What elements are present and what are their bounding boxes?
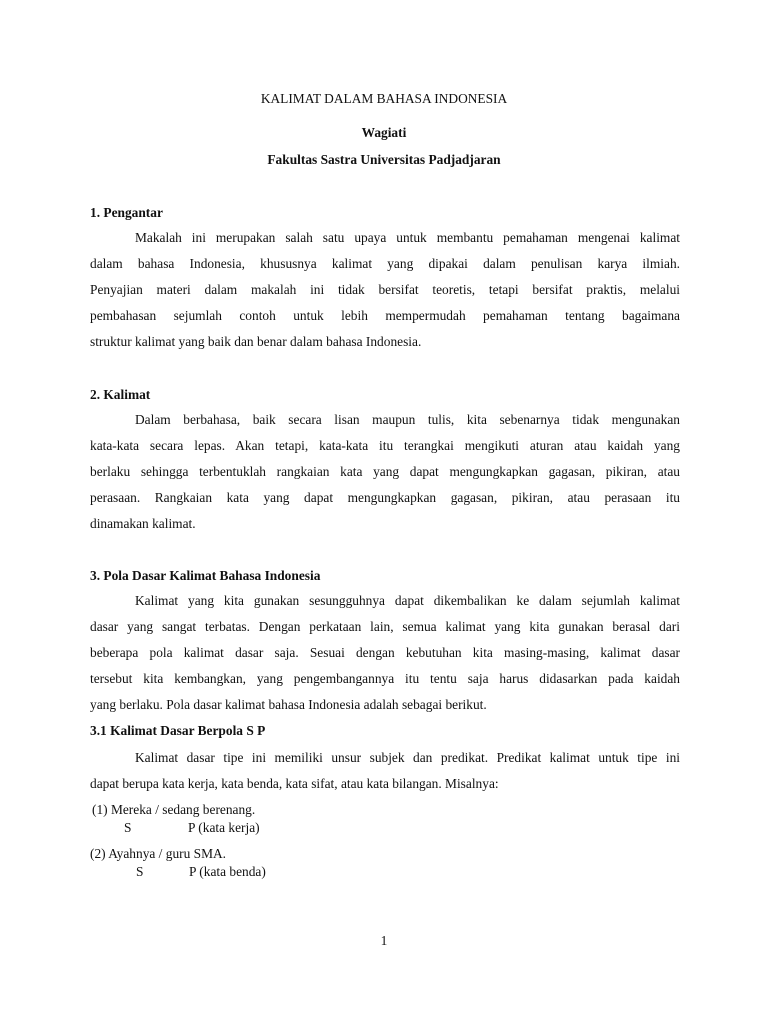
author-name: Wagiati [361, 125, 407, 140]
section-heading: 1. Pengantar [90, 205, 163, 220]
section-heading: 3. Pola Dasar Kalimat Bahasa Indonesia [90, 568, 321, 583]
example-sentence: (1) Mereka / sedang berenang. [92, 802, 256, 817]
paragraph-line: dinamakan kalimat. [90, 516, 196, 531]
paragraph-line: struktur kalimat yang baik dan benar dalam bahasa Indonesia. [90, 334, 422, 349]
example-sentence: (2) Ayahnya / guru SMA. [90, 846, 227, 861]
paragraph-line: Dalam berbahasa, baik secara lisan maupun tulis, kita sebenarnya tidak mengunakan [135, 412, 680, 427]
document-title: KALIMAT DALAM BAHASA INDONESIA [260, 91, 508, 106]
paragraph-line: dalam bahasa Indonesia, khususnya kalimat yang dipakai dalam penulisan karya ilmiah. [90, 256, 680, 271]
paragraph-line: beberapa pola kalimat dasar saja. Sesuai dengan kebutuhan kita masing-masing, kalimat dasar [90, 645, 680, 660]
example-predicate-label: P (kata benda) [189, 864, 266, 879]
paragraph-line: Penyajian materi dalam makalah ini tidak bersifat teoretis, tetapi bersifat praktis, melalui [90, 282, 680, 297]
paragraph-line: yang berlaku. Pola dasar kalimat bahasa Indonesia adalah sebagai berikut. [90, 697, 487, 712]
paragraph-line: tersebut kita kembangkan, yang pengembangannya itu tentu saja harus didasarkan pada kaidah [90, 671, 680, 686]
paragraph-line: Makalah ini merupakan salah satu upaya untuk membantu pemahaman mengenai kalimat [135, 230, 680, 245]
paragraph-line: kata-kata secara lepas. Akan tetapi, kata-kata itu terangkai mengikuti aturan atau kaidah yang [90, 438, 680, 453]
paragraph-line: pembahasan sejumlah contoh untuk lebih mempermudah pemahaman tentang bagaimana [90, 308, 680, 323]
paragraph-line: Kalimat dasar tipe ini memiliki unsur subjek dan predikat. Predikat kalimat untuk tipe ini [135, 750, 680, 765]
paragraph-line: perasaan. Rangkaian kata yang dapat mengungkapkan gagasan, pikiran, atau perasaan itu [90, 490, 680, 505]
paragraph-line: berlaku sehingga terbentuklah rangkaian kata yang dapat mengungkapkan gagasan, pikiran, atau [90, 464, 680, 479]
example-predicate-label: P (kata kerja) [188, 820, 260, 835]
paragraph-line: dapat berupa kata kerja, kata benda, kata sifat, atau kata bilangan. Misalnya: [90, 776, 499, 791]
example-subject-label: S [136, 864, 144, 879]
example-subject-label: S [124, 820, 132, 835]
subsection-heading: 3.1 Kalimat Dasar Berpola S P [90, 723, 266, 738]
author-affiliation: Fakultas Sastra Universitas Padjadjaran [267, 152, 501, 167]
page-number: 1 [380, 933, 388, 948]
paragraph-line: Kalimat yang kita gunakan sesungguhnya dapat dikembalikan ke dalam sejumlah kalimat [135, 593, 680, 608]
paragraph-line: dasar yang sangat terbatas. Dengan perkataan lain, semua kalimat yang kita gunakan berasal dari [90, 619, 680, 634]
section-heading: 2. Kalimat [90, 387, 151, 402]
